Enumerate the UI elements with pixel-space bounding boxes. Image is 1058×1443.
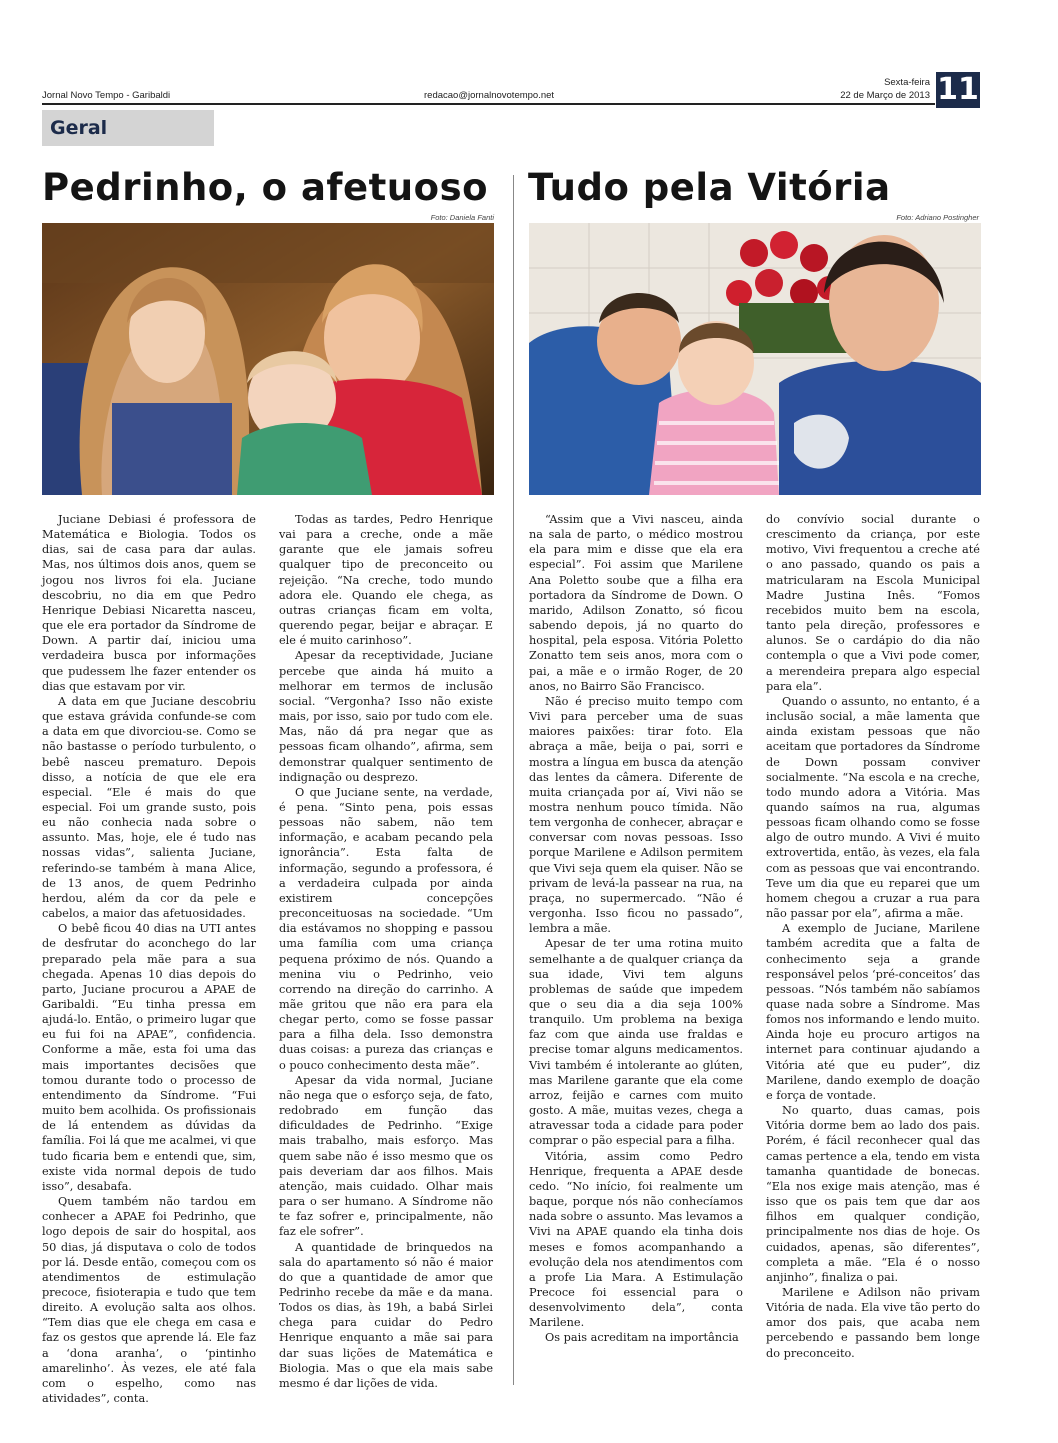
issue-date: 22 de Março de 2013 [840,90,930,101]
paragraph: Quando o assunto, no entanto, é a inclusão social, a mãe lamenta que ainda existam pessoas que não aceitam que portadores da Síndrome de Down possam conviver socialmente. “Na escola e na creche, todo mundo adora a Vitória. Mas quando saímos na rua, algumas pessoas ficam olhando como se fosse algo de outro mundo. A Vivi é muito extrovertida, então, às vezes, ela fala com as pessoas que vai encontrando. Teve um dia que eu reparei que um homem chegou a cruzar a rua para não passar por ela”, afirma a mãe. [766,694,980,921]
family-photo-illustration [529,223,981,495]
paragraph: do convívio social durante o crescimento da criança, por este motivo, Vivi frequentou a creche até o ano passado, quando os pais a matricularam na Escola Municipal Madre Justina Inês. “Fomos recebidos muito bem na escola, tanto pela direção, professores e alunos. Se o cardápio do dia não contempla o que a Vivi pode comer, a merendeira prepara algo especial para ela”. [766,513,980,693]
right-headline: Tudo pela Vitória [528,166,891,209]
paragraph: A exemplo de Juciane, Marilene também acredita que a falta de conhecimento seja a grande responsável pelos ‘pré-conceitos’ das pessoas. “Nós também não sabíamos quase nada sobre a Síndrome. Mas fomos nos informando e lendo muito. Ainda hoje eu procuro artigos na internet para continuar ajudando a Vitória até que eu puder”, diz Marilene, dando exemplo de doação e força de vontade. [766,922,980,1102]
left-article-column-2 [279,512,493,1391]
paragraph: “Assim que a Vivi nasceu, ainda na sala de parto, o médico mostrou ela para mim e disse que ela era especial”. Foi assim que Marilene Ana Poletto soube que a filha era portadora da Síndrome de Down. O marido, Adilson Zonatto, só ficou sabendo depois, já no quarto do hospital, pela esposa. Vitória Poletto Zonatto tem seis anos, mora com o pai, a mãe e o irmão Roger, de 20 anos, no Bairro São Francisco. [529,513,743,693]
header-rule [42,103,935,105]
paragraph: No quarto, duas camas, pois Vitória dorme bem ao lado dos pais. Porém, é fácil reconhecer qual das camas pertence a ela, tendo em vista tamanha quantidade de bonecas. “Ela nos exige mais atenção, mas é isso que os pais tem que dar aos filhos em qualquer condição, principalmente nos dias de hoje. Os cuidados, apenas, são diferentes”, completa a mãe. “Ela é o nosso anjinho”, finaliza o pai. [766,1104,980,1284]
paragraph: Quem também não tardou em conhecer a APAE foi Pedrinho, que logo depois de sair do hospital, aos 50 dias, já disputava o colo de todos por lá. Desde então, começou com os atendimentos de estimulação precoce, fisioterapia e tudo que tem direito. A evolução salta aos olhos. “Tem dias que ele chega em casa e faz os gestos que aprende lá. Ele faz a ‘dona aranha’, o ‘pintinho amarelinho’. Às vezes, ele até fala com o espelho, como nas atividades”, conta. [42,1195,256,1406]
newspaper-name: Jornal Novo Tempo - Garibaldi [42,90,171,101]
paragraph: O bebê ficou 40 dias na UTI antes de desfrutar do aconchego do lar preparado pela mãe para a sua chegada. Apenas 10 dias depois do parto, Juciane procurou a APAE de Garibaldi. “Eu tinha pressa em ajudá-lo. Então, o primeiro lugar que eu fui foi na APAE”, confidencia. Conforme a mãe, esta foi uma das mais importantes decisões que tomou durante todo o processo de entendimento da Síndrome. “Fui muito bem acolhida. Os profissionais de lá entendem as dúvidas da família. Foi lá que me acalmei, vi que tudo ficaria bem e entendi que, sim, existe vida normal depois de tudo isso”, desabafa. [42,922,256,1193]
right-photo [529,223,981,495]
left-photo-credit: Foto: Daniela Fanti [430,213,494,222]
left-photo [42,223,494,495]
paragraph: Os pais acreditam na importância [545,1331,739,1345]
family-photo-illustration [42,223,494,495]
column-divider [513,175,514,1385]
paragraph: Não é preciso muito tempo com Vivi para perceber uma de suas maiores paixões: tirar foto. Ela abraça a mãe, beija o pai, sorri e mostra a língua em busca da atenção das lentes da câmera. Diferente de muita criançada por aí, Vivi não se mostra nenhum pouco tímida. Não tem vergonha de conhecer, abraçar e conversar com novas pessoas. Isso porque Marilene e Adilson permitem que Vivi seja quem ela quiser. Não se privam de levá-la passear na rua, na praça, no supermercado. “Não é vergonha. Isso ficou no passado”, lembra a mãe. [529,694,743,936]
section-tag [42,110,214,146]
right-article-column-1 [529,512,743,1346]
left-article-column-1 [42,512,256,1406]
paragraph: A quantidade de brinquedos na sala do apartamento só não é maior do que a quantidade de amor que Pedrinho recebe da mãe e da mana. Todos os dias, às 19h, a babá Sirlei chega para cuidar do Pedro Henrique enquanto a mãe sai para dar suas lições de Matemática e Biologia. Mas o que ela mais sabe mesmo é dar lições de vida. [279,1240,493,1390]
weekday: Sexta-feira [884,77,930,88]
page-number: 11 [937,72,979,107]
paragraph: Juciane Debiasi é professora de Matemática e Biologia. Todos os dias, sai de casa para dar aulas. Mas, nos últimos dois anos, quem se jogou nos livros foi ela. Juciane descobriu, no dia em que Pedro Henrique Debiasi Nicaretta nasceu, que ele era portador da Síndrome de Down. A partir daí, iniciou uma verdadeira busca por informações que pudessem lhe fazer entender os dias que estavam por vir. [42,513,256,693]
left-headline: Pedrinho, o afetuoso [42,166,489,209]
paragraph: Vitória, assim como Pedro Henrique, frequenta a APAE desde cedo. “No início, foi realmente um baque, porque nós não conhecíamos nada sobre o assunto. Mas levamos a Vivi na APAE quando ela tinha dois meses e fomos acompanhando a evolução dela nos atendimentos com a profe Lia Mara. A Estimulação Precoce foi essencial para o desenvolvimento dela”, conta Marilene. [529,1149,743,1330]
right-photo-credit: Foto: Adriano Postingher [896,213,979,222]
paragraph: Apesar da vida normal, Juciane não nega que o esforço seja, de fato, redobrado em função das dificuldades de Pedrinho. “Exige mais trabalho, mais esforço. Mas quem sabe não é isso mesmo que os pais deveriam dar aos filhos. Mais atenção, mais cuidado. Olhar mais para o ser humano. A Síndrome não te faz sofrer e, principalmente, não faz ele sofrer”. [279,1073,493,1239]
email-link[interactable]: redacao@jornalnovotempo.net [424,90,555,101]
right-article-column-2 [766,512,980,1361]
paragraph: O que Juciane sente, na verdade, é pena. “Sinto pena, pois essas pessoas não sabem, não tem informação, e acabam pecando pela ignorância”. Esta falta de informação, segundo a professora, é a verdadeira culpada por ainda existirem concepções preconceituosas na sociedade. “Um dia estávamos no shopping e passou uma família com uma criança pequena próximo de nós. Quando a menina viu o Pedrinho, veio correndo na direção do carrinho. A mãe gritou que não era para ela chegar perto, como se fosse passar para a filha dela. Isso demonstra duas coisas: a pureza das crianças e o pouco conhecimento desta mãe”. [279,785,493,1072]
paragraph: Apesar de ter uma rotina muito semelhante a de qualquer criança da sua idade, Vivi tem alguns problemas de saúde que impedem que o seu dia a dia seja 100% tranquilo. Um problema na bexiga faz com que ainda use fraldas e precise tomar alguns medicamentos. Vivi também é intolerante ao glúten, mas Marilene garante que ela come arroz, feijão e carnes com muito gosto. A mãe, muitas vezes, chega a atravessar toda a cidade para poder comprar o pão especial para a filha. [529,937,743,1148]
paragraph: Todas as tardes, Pedro Henrique vai para a creche, onde a mãe garante que ele jamais sofreu qualquer tipo de preconceito ou rejeição. “Na creche, todo mundo adora ele. Quando ele chega, as outras crianças ficam em volta, querendo pegar, beijar e abraçar. E ele é muito carinhoso”. [279,513,493,648]
paragraph: A data em que Juciane descobriu que estava grávida confunde-se com a data em que divorciou-se. Como se não bastasse o período turbulento, o bebê nasceu prematuro. Depois disso, a notícia de que ele era especial. “Ele é mais do que especial. Foi um grande susto, pois eu não conhecia nada sobre o assunto. Mas, hoje, ele é tudo nas nossas vidas”, salienta Juciane, referindo-se também à mana Alice, de 13 anos, de quem Pedrinho herdou, além da cor da pele e cabelos, a maior das afetuosidades. [42,694,256,921]
paragraph: Apesar da receptividade, Juciane percebe que ainda há muito a melhorar em termos de inclusão social. “Vergonha? Isso não existe mais, por isso, saio por tudo com ele. Mas, não dá pra negar que as pessoas ficam olhando”, afirma, sem demonstrar qualquer sentimento de indignação ou desprezo. [279,649,493,784]
paragraph: Marilene e Adilson não privam Vitória de nada. Ela vive tão perto do amor dos pais, que acaba nem percebendo e passando bem longe do preconceito. [766,1285,980,1360]
section-label: Geral [50,117,108,139]
